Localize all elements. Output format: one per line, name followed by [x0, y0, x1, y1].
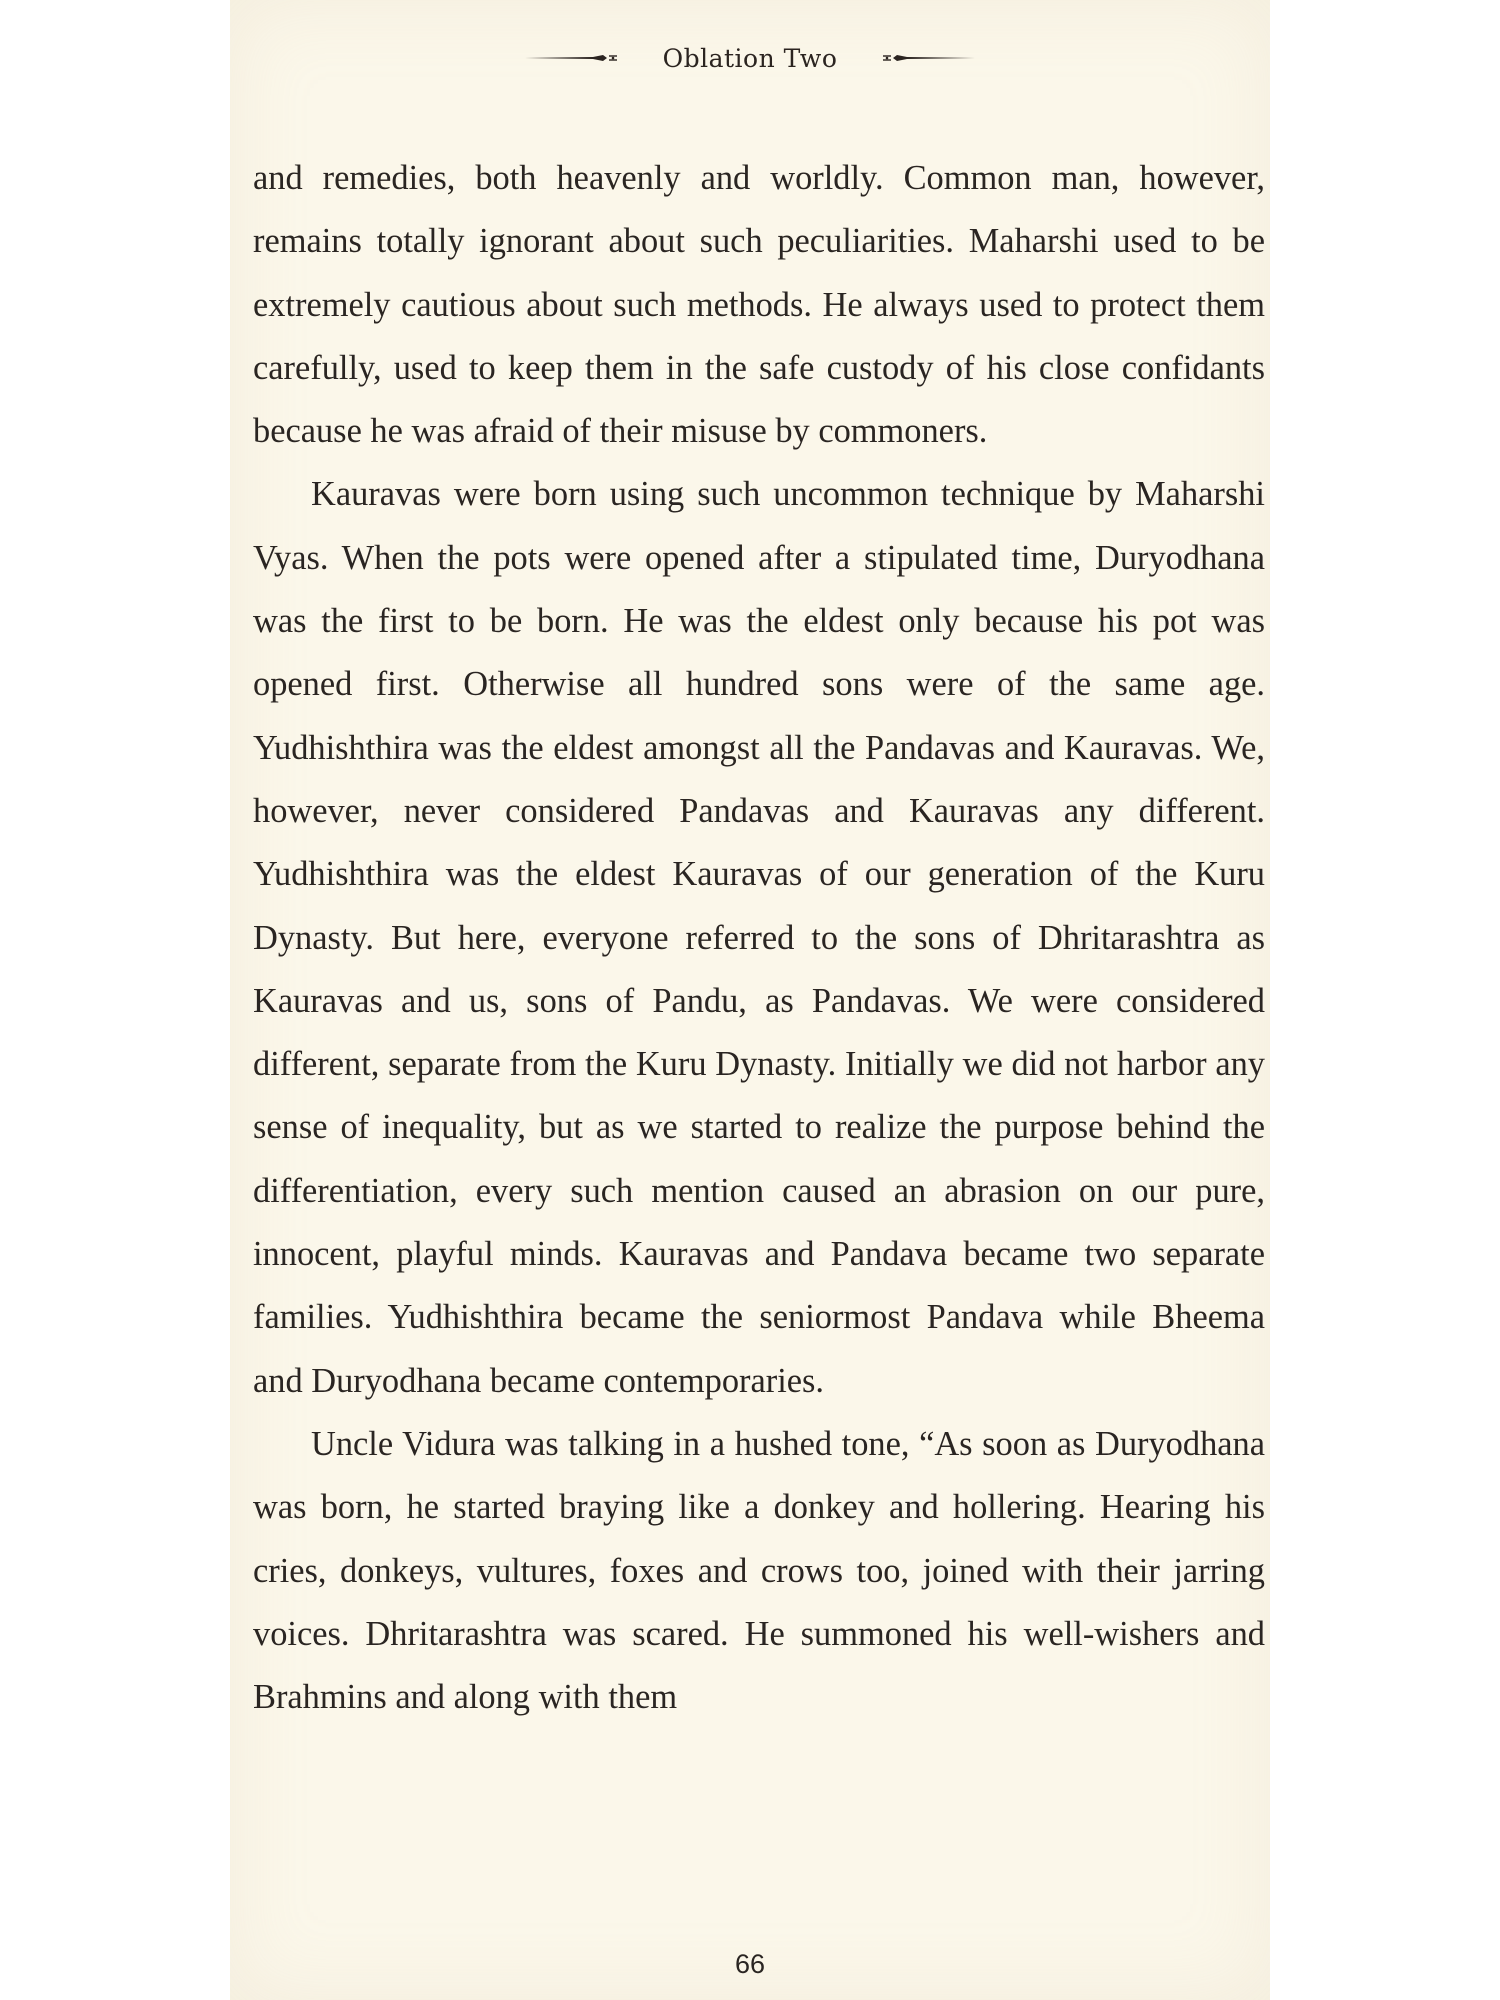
paragraph: Kauravas were born using such uncommon technique by Maharshi Vyas. When the pots were opened after a stipulated time, Duryodhana was the first to be born. He was the eldest only because his pot was opened first. Otherwise all hundred sons were of the same age. Yudhishthira was the eldest amongst all the Pandavas and Kauravas. We, however, never considered Pandavas and Kauravas any different. Yudhishthira was the eldest Kauravas of our generation of the Kuru Dynasty. But here, everyone referred to the sons of Dhritarashtra as Kauravas and us, sons of Pandu, as Pandavas. We were considered different, separate from the Kuru Dynasty. Initially we did not harbor any sense of inequality, but as we started to realize the purpose behind the differentiation, every such mention caused an abrasion on our pure, innocent, playful minds. Kauravas and Pandava became two separate families. Yudhishthira became the seniormost Pandava while Bheema and Duryodhana became contemporaries.	[253, 475, 1265, 1400]
paragraph: and remedies, both heavenly and worldly. Common man, however, remains totally ignorant about such peculiarities. Maharshi used to be extremely cautious about such methods. He always used to protect them carefully, used to keep them in the safe custody of his close confidants because he was afraid of their misuse by commoners.	[253, 159, 1265, 451]
paragraph: Uncle Vidura was talking in a hushed tone, “As soon as Duryodhana was born, he started braying like a donkey and hollering. Hearing his cries, donkeys, vultures, foxes and crows too, joined with their jarring voices. Dhritarashtra was scared. He summoned his well-wishers and Brahmins and along with them	[253, 1424, 1265, 1717]
book-page	[230, 0, 1270, 2000]
running-head-title: Oblation Two	[662, 43, 838, 73]
running-head	[230, 38, 1270, 78]
page-number: 66	[734, 1949, 766, 1979]
right-ornament-icon	[877, 48, 977, 68]
left-ornament-icon	[523, 48, 623, 68]
body-text	[253, 147, 1265, 1729]
